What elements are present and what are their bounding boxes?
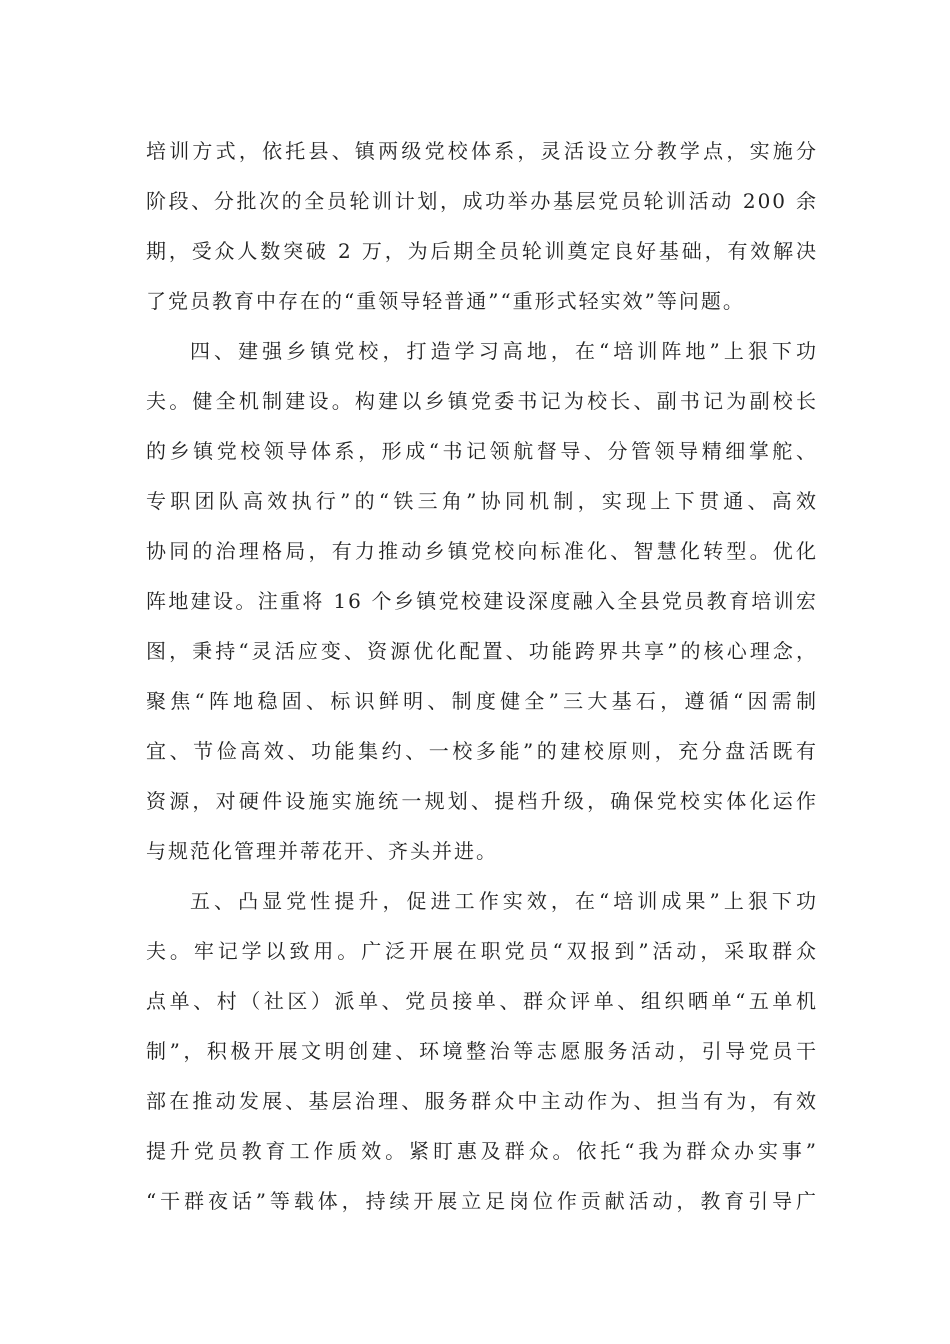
text-line: 聚焦“阵地稳固、标识鲜明、制度健全”三大基石，遵循“因需制 [146, 689, 818, 713]
text-line: 四、建强乡镇党校，打造学习高地，在“培训阵地”上狠下功 [190, 339, 818, 363]
text-line: 宜、节俭高效、功能集约、一校多能”的建校原则，充分盘活既有 [146, 739, 818, 763]
text-line: 资源，对硬件设施实施统一规划、提档升级，确保党校实体化运作 [146, 789, 818, 813]
text-line: 部在推动发展、基层治理、服务群众中主动作为、担当有为，有效 [146, 1089, 818, 1113]
text-line: 与规范化管理并蒂花开、齐头并进。 [146, 839, 498, 863]
text-line: 夫。健全机制建设。构建以乡镇党委书记为校长、副书记为副校长 [146, 389, 818, 413]
paragraph-2 [146, 331, 818, 881]
text-line: 协同的治理格局，有力推动乡镇党校向标准化、智慧化转型。优化 [146, 539, 818, 563]
text-line: 专职团队高效执行”的“铁三角”协同机制，实现上下贯通、高效 [146, 489, 818, 513]
text-line: 阵地建设。注重将 16 个乡镇党校建设深度融入全县党员教育培训宏 [146, 589, 818, 613]
text-line: 夫。牢记学以致用。广泛开展在职党员“双报到”活动，采取群众 [146, 939, 818, 963]
text-line: 提升党员教育工作质效。紧盯惠及群众。依托“我为群众办实事” [146, 1139, 818, 1163]
text-line: 了党员教育中存在的“重领导轻普通”“重形式轻实效”等问题。 [146, 289, 745, 313]
text-line: 期，受众人数突破 2 万，为后期全员轮训奠定良好基础，有效解决 [146, 239, 818, 263]
paragraph-3 [146, 881, 818, 1231]
text-line: 五、凸显党性提升，促进工作实效，在“培训成果”上狠下功 [190, 889, 818, 913]
text-line: 的乡镇党校领导体系，形成“书记领航督导、分管领导精细掌舵、 [146, 439, 818, 463]
text-line: 制”，积极开展文明创建、环境整治等志愿服务活动，引导党员干 [146, 1039, 818, 1063]
text-line: 图，秉持“灵活应变、资源优化配置、功能跨界共享”的核心理念， [146, 639, 818, 663]
paragraph-1 [146, 131, 818, 331]
text-line: 阶段、分批次的全员轮训计划，成功举办基层党员轮训活动 200 余 [146, 189, 818, 213]
text-line: “干群夜话”等载体，持续开展立足岗位作贡献活动，教育引导广 [146, 1189, 818, 1213]
text-line: 点单、村（社区）派单、党员接单、群众评单、组织晒单“五单机 [146, 989, 818, 1013]
text-line: 培训方式，依托县、镇两级党校体系，灵活设立分教学点，实施分 [146, 139, 818, 163]
